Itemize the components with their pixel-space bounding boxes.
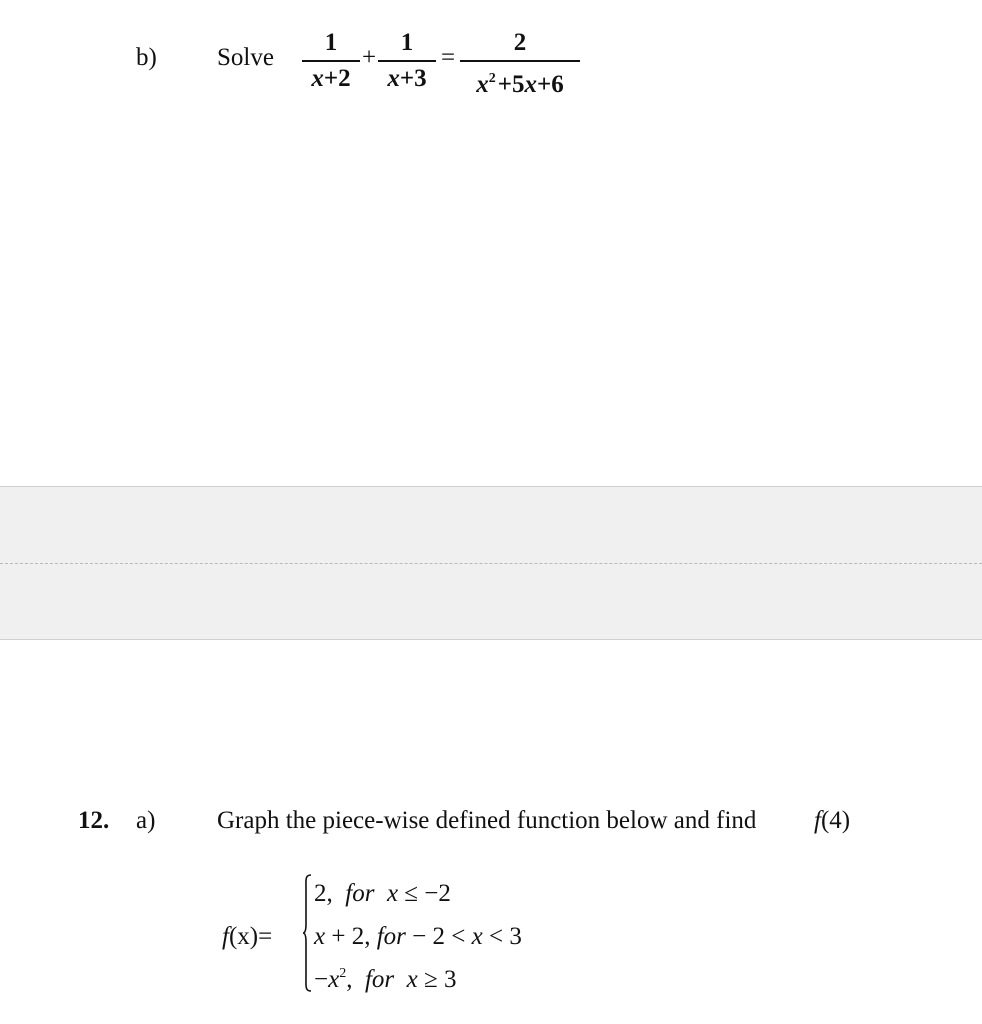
left-brace bbox=[302, 874, 312, 992]
equals-operator: = bbox=[441, 44, 456, 71]
piecewise-case-1: 2, for x ≤ −2 bbox=[314, 880, 451, 907]
fraction-1-bar bbox=[302, 60, 360, 62]
question-instruction: Graph the piece-wise defined function below and find bbox=[217, 807, 757, 834]
plus-operator: + bbox=[362, 44, 377, 71]
fraction-1-numerator: 1 bbox=[324, 29, 338, 56]
fraction-2-bar bbox=[378, 60, 436, 62]
piecewise-case-3: $-x^2$, for x ≥ 3 bbox=[314, 966, 457, 993]
fraction-rhs-bar bbox=[460, 60, 580, 62]
part-label-b: b) bbox=[136, 44, 157, 71]
fraction-1-denominator: x+2 bbox=[311, 65, 351, 92]
solve-instruction: Solve bbox=[217, 44, 274, 71]
fraction-2-numerator: 1 bbox=[400, 29, 414, 56]
question-number: 12. bbox=[78, 807, 110, 834]
page-break-gap bbox=[0, 486, 982, 640]
question-part-label: a) bbox=[136, 807, 156, 834]
fraction-1-over-x-plus-2 bbox=[302, 28, 360, 94]
fraction-rhs-denominator: $x^2+5x+6$ bbox=[476, 71, 564, 98]
fraction-rhs-numerator: 2 bbox=[513, 29, 527, 56]
fraction-rhs bbox=[460, 28, 580, 98]
page-break-dashed-line bbox=[0, 563, 982, 564]
fraction-2-denominator: x+3 bbox=[387, 65, 427, 92]
find-expression: f(4) bbox=[814, 807, 851, 834]
piecewise-case-2: x + 2, for − 2 < x < 3 bbox=[314, 923, 522, 950]
piecewise-lhs: f(x)= bbox=[222, 923, 273, 950]
fraction-1-over-x-plus-3 bbox=[378, 28, 436, 94]
